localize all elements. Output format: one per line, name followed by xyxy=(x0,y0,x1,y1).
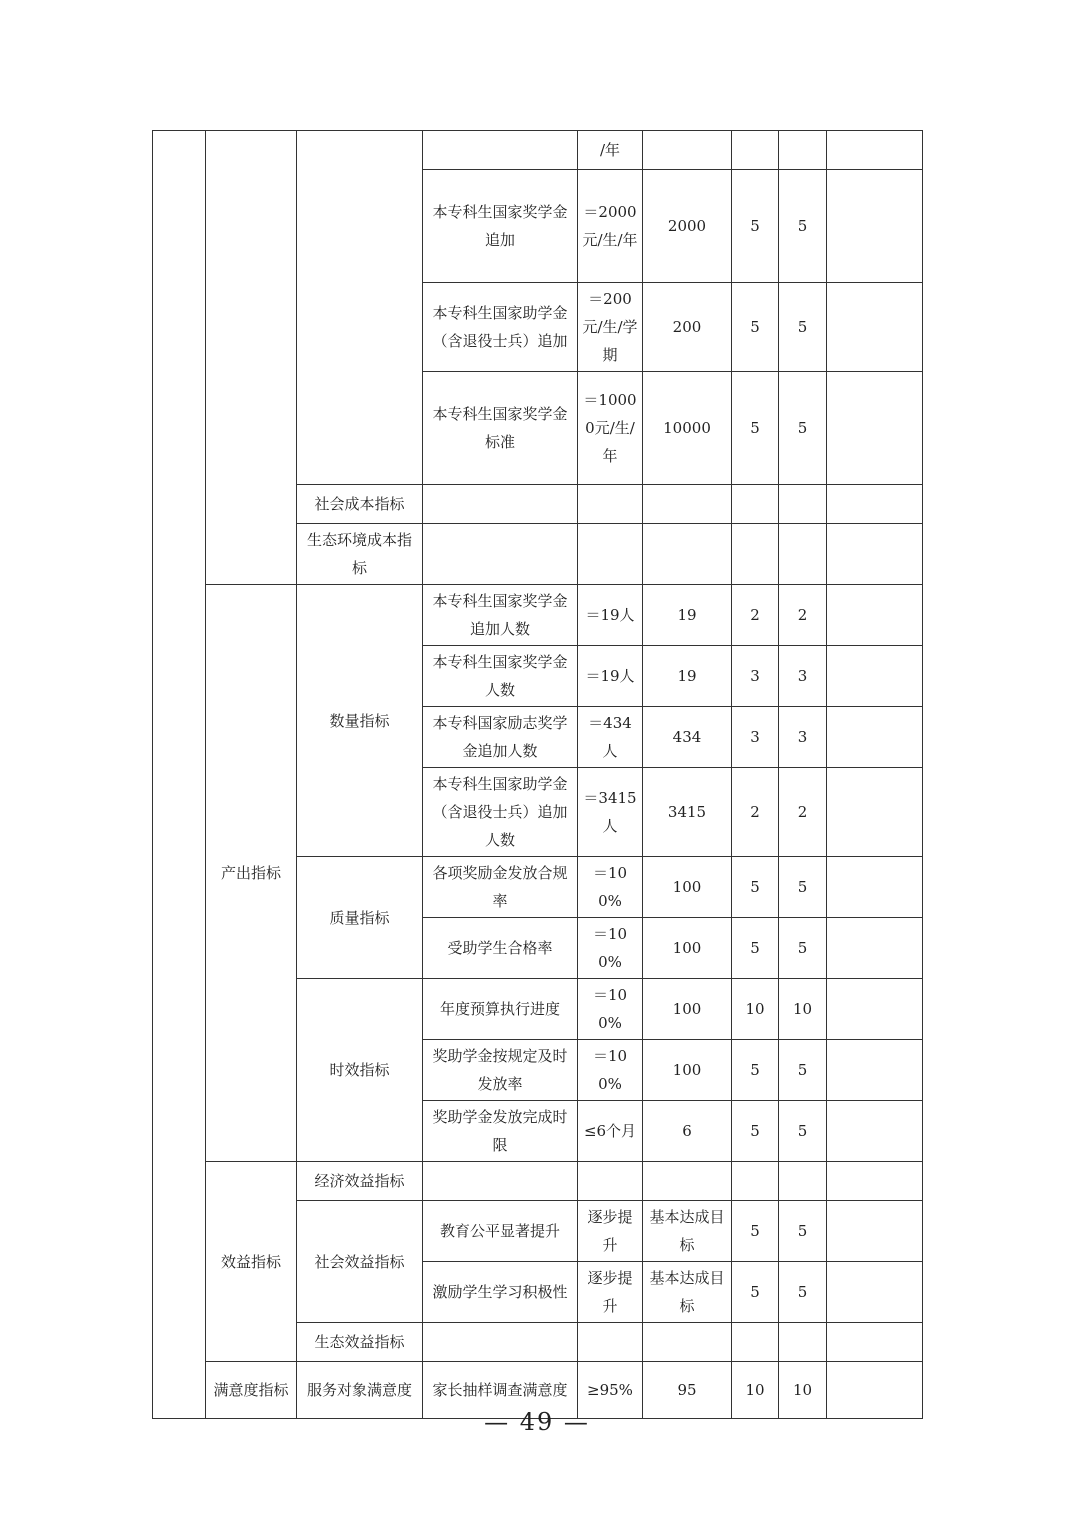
weight: 2 xyxy=(732,768,779,857)
weight xyxy=(732,524,779,585)
secondary-indicator: 时效指标 xyxy=(297,979,423,1162)
primary-indicator: 产出指标 xyxy=(206,585,297,1162)
tertiary-indicator: 激励学生学习积极性 xyxy=(423,1262,578,1323)
score: 5 xyxy=(779,372,827,485)
tertiary-indicator: 本专科生国家奖学金追加人数 xyxy=(423,585,578,646)
actual-value: 3415 xyxy=(643,768,732,857)
secondary-indicator: 服务对象满意度 xyxy=(297,1362,423,1419)
tertiary-indicator: 本专科生国家助学金（含退役士兵）追加 xyxy=(423,283,578,372)
note xyxy=(827,283,923,372)
target-value: ＝19人 xyxy=(578,585,643,646)
target-value: 逐步提升 xyxy=(578,1201,643,1262)
target-value: ≥95% xyxy=(578,1362,643,1419)
note xyxy=(827,979,923,1040)
actual-value: 基本达成目标 xyxy=(643,1201,732,1262)
tertiary-indicator xyxy=(423,1323,578,1362)
actual-value: 19 xyxy=(643,646,732,707)
target-value: ＝100% xyxy=(578,918,643,979)
table-row xyxy=(153,1162,923,1201)
weight xyxy=(732,1162,779,1201)
weight: 5 xyxy=(732,170,779,283)
target-value: ≤6个月 xyxy=(578,1101,643,1162)
score: 5 xyxy=(779,283,827,372)
weight: 5 xyxy=(732,857,779,918)
actual-value: 100 xyxy=(643,1040,732,1101)
secondary-indicator: 经济效益指标 xyxy=(297,1162,423,1201)
note xyxy=(827,372,923,485)
actual-value: 434 xyxy=(643,707,732,768)
note xyxy=(827,485,923,524)
note xyxy=(827,1262,923,1323)
score: 5 xyxy=(779,918,827,979)
note xyxy=(827,524,923,585)
note xyxy=(827,1201,923,1262)
score xyxy=(779,1323,827,1362)
weight: 3 xyxy=(732,646,779,707)
weight: 10 xyxy=(732,979,779,1040)
score xyxy=(779,131,827,170)
actual-value: 100 xyxy=(643,918,732,979)
category-cell xyxy=(153,131,206,1419)
primary-indicator-cost xyxy=(206,131,297,585)
tertiary-indicator: 本专科生国家奖学金人数 xyxy=(423,646,578,707)
actual-value xyxy=(643,485,732,524)
score: 5 xyxy=(779,1201,827,1262)
weight xyxy=(732,131,779,170)
score xyxy=(779,485,827,524)
score: 5 xyxy=(779,170,827,283)
tertiary-indicator: 教育公平显著提升 xyxy=(423,1201,578,1262)
performance-indicator-table xyxy=(152,130,923,1419)
score: 5 xyxy=(779,1262,827,1323)
tertiary-indicator: 各项奖励金发放合规率 xyxy=(423,857,578,918)
tertiary-indicator: 本专科生国家奖学金追加 xyxy=(423,170,578,283)
target-value: ＝100% xyxy=(578,979,643,1040)
weight: 3 xyxy=(732,707,779,768)
secondary-indicator: 生态环境成本指标 xyxy=(297,524,423,585)
score: 10 xyxy=(779,1362,827,1419)
target-value xyxy=(578,1162,643,1201)
actual-value: 6 xyxy=(643,1101,732,1162)
actual-value xyxy=(643,524,732,585)
tertiary-indicator: 本专科生国家奖学金标准 xyxy=(423,372,578,485)
note xyxy=(827,585,923,646)
tertiary-indicator: 受助学生合格率 xyxy=(423,918,578,979)
target-value: ＝10000元/生/年 xyxy=(578,372,643,485)
actual-value: 95 xyxy=(643,1362,732,1419)
weight: 5 xyxy=(732,1040,779,1101)
actual-value: 19 xyxy=(643,585,732,646)
secondary-indicator: 社会成本指标 xyxy=(297,485,423,524)
secondary-indicator: 数量指标 xyxy=(297,585,423,857)
weight: 10 xyxy=(732,1362,779,1419)
note xyxy=(827,918,923,979)
weight: 5 xyxy=(732,283,779,372)
note xyxy=(827,1162,923,1201)
score: 5 xyxy=(779,1040,827,1101)
target-value: ＝2000元/生/年 xyxy=(578,170,643,283)
note xyxy=(827,768,923,857)
score: 5 xyxy=(779,1101,827,1162)
secondary-indicator: 社会效益指标 xyxy=(297,1201,423,1323)
weight: 5 xyxy=(732,1262,779,1323)
actual-value xyxy=(643,1162,732,1201)
target-value xyxy=(578,524,643,585)
weight: 5 xyxy=(732,1101,779,1162)
score: 10 xyxy=(779,979,827,1040)
actual-value xyxy=(643,1323,732,1362)
note xyxy=(827,1101,923,1162)
score: 3 xyxy=(779,707,827,768)
note xyxy=(827,707,923,768)
note xyxy=(827,857,923,918)
actual-value: 100 xyxy=(643,857,732,918)
note xyxy=(827,1040,923,1101)
page-number: — 49 — xyxy=(484,1408,590,1436)
target-value: ＝434人 xyxy=(578,707,643,768)
tertiary-indicator xyxy=(423,131,578,170)
target-value: 逐步提升 xyxy=(578,1262,643,1323)
tertiary-indicator: 奖助学金发放完成时限 xyxy=(423,1101,578,1162)
score: 2 xyxy=(779,768,827,857)
weight xyxy=(732,485,779,524)
note xyxy=(827,646,923,707)
tertiary-indicator: 年度预算执行进度 xyxy=(423,979,578,1040)
tertiary-indicator xyxy=(423,1162,578,1201)
tertiary-indicator: 奖助学金按规定及时发放率 xyxy=(423,1040,578,1101)
score: 3 xyxy=(779,646,827,707)
actual-value: 200 xyxy=(643,283,732,372)
weight: 2 xyxy=(732,585,779,646)
weight: 5 xyxy=(732,918,779,979)
tertiary-indicator xyxy=(423,524,578,585)
secondary-indicator-economic-cost xyxy=(297,131,423,485)
actual-value: 100 xyxy=(643,979,732,1040)
score xyxy=(779,1162,827,1201)
target-value: ＝100% xyxy=(578,857,643,918)
table-row xyxy=(153,585,923,646)
tertiary-indicator xyxy=(423,485,578,524)
note xyxy=(827,170,923,283)
secondary-indicator: 生态效益指标 xyxy=(297,1323,423,1362)
weight: 5 xyxy=(732,1201,779,1262)
note xyxy=(827,1323,923,1362)
actual-value xyxy=(643,131,732,170)
target-value: ＝100% xyxy=(578,1040,643,1101)
target-value: ＝3415人 xyxy=(578,768,643,857)
target-value xyxy=(578,1323,643,1362)
table-row xyxy=(153,131,923,170)
tertiary-indicator: 家长抽样调查满意度 xyxy=(423,1362,578,1419)
actual-value: 基本达成目标 xyxy=(643,1262,732,1323)
tertiary-indicator: 本专科国家励志奖学金追加人数 xyxy=(423,707,578,768)
tertiary-indicator: 本专科生国家助学金（含退役士兵）追加人数 xyxy=(423,768,578,857)
score: 2 xyxy=(779,585,827,646)
primary-indicator: 效益指标 xyxy=(206,1162,297,1362)
target-value xyxy=(578,485,643,524)
secondary-indicator: 质量指标 xyxy=(297,857,423,979)
weight xyxy=(732,1323,779,1362)
actual-value: 10000 xyxy=(643,372,732,485)
note xyxy=(827,131,923,170)
weight: 5 xyxy=(732,372,779,485)
score xyxy=(779,524,827,585)
primary-indicator: 满意度指标 xyxy=(206,1362,297,1419)
target-value: ＝200元/生/学期 xyxy=(578,283,643,372)
target-value: /年 xyxy=(578,131,643,170)
actual-value: 2000 xyxy=(643,170,732,283)
score: 5 xyxy=(779,857,827,918)
target-value: ＝19人 xyxy=(578,646,643,707)
